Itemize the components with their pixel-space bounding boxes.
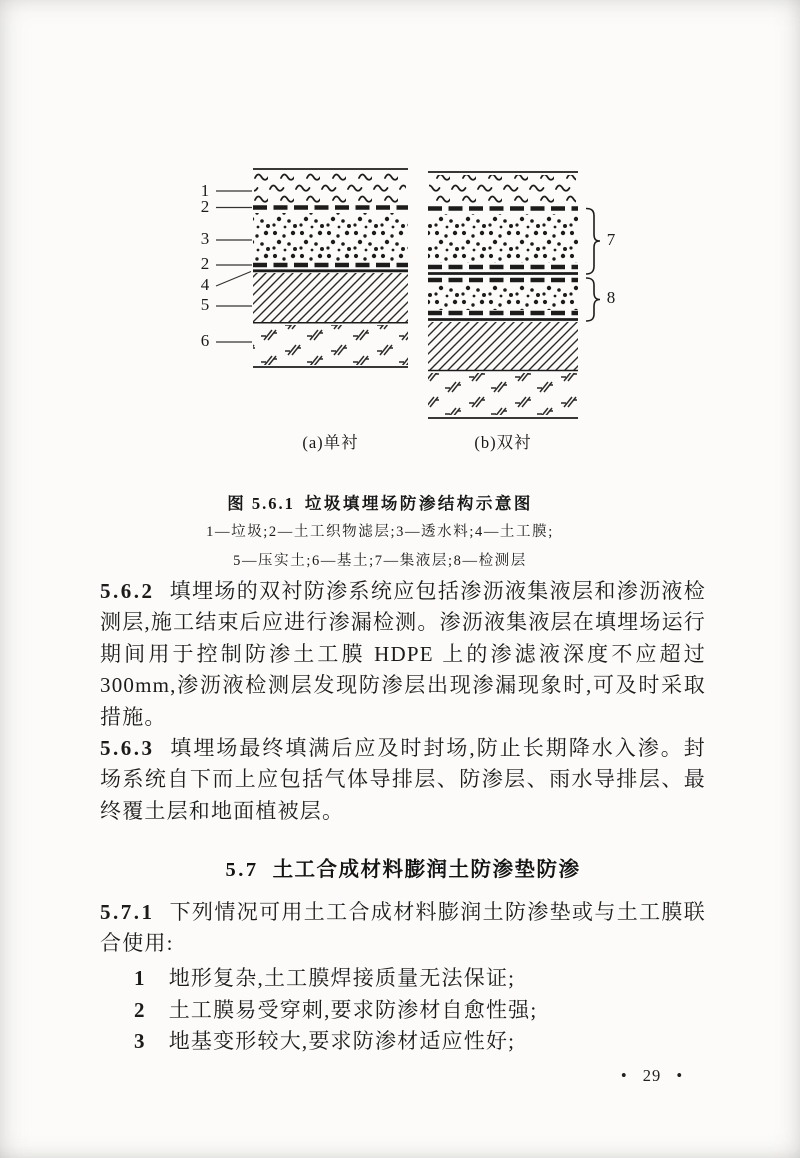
- section-text-5-7-1: 下列情况可用土工合成材料膨润土防渗垫或与土工膜联合使用:: [100, 900, 706, 956]
- list-item-1-number: 1: [134, 966, 146, 990]
- layer-label-5: 5: [200, 295, 210, 314]
- page-number: • 29 •: [620, 1066, 684, 1085]
- paragraph-5-6-3: [100, 733, 706, 827]
- list-item-2-number: 2: [134, 997, 146, 1022]
- section-number-5-6-3: 5.6.3: [100, 736, 155, 760]
- subcaption-double-liner: (b)双衬: [474, 433, 532, 452]
- list-item-3-number: 3: [134, 1029, 146, 1054]
- section-number-5-7-1: 5.7.1: [100, 900, 155, 924]
- section-text-5-6-3: 填埋场最终填满后应及时封场,防止长期降水入渗。封场系统自下而上应包括气体导排层、防渗层、雨水导排层、最终覆土层和地面植被层。: [100, 736, 706, 823]
- figure-5-6-1-diagrams: [190, 160, 630, 465]
- layer-label-2: 2: [200, 197, 210, 216]
- list-item-2-text: 土工膜易受穿刺,要求防渗材自愈性强;: [168, 997, 538, 1022]
- list-5-7-1: [100, 963, 706, 1058]
- layer-compacted-soil-b: [428, 322, 578, 370]
- layer-collection-b: [428, 214, 578, 263]
- layer-waste-b: [429, 175, 576, 206]
- list-item-2: [100, 995, 706, 1027]
- layer-label-4: 4: [200, 275, 210, 294]
- layer-label-3: 3: [200, 229, 210, 248]
- brace-brackets: [586, 209, 600, 322]
- figure-legend-line1: 1—垃圾;2—土工织物滤层;3—透水料;4—土工膜;: [206, 524, 554, 540]
- bracket-label-7: 7: [606, 230, 616, 249]
- section-number-5-6-2: 5.6.2: [100, 579, 155, 603]
- layer-label-6: 6: [200, 331, 210, 350]
- layer-waste-a: [254, 172, 406, 205]
- layer-permeable-a: [253, 213, 408, 262]
- heading-title-5-7: 土工合成材料膨润土防渗垫防渗: [272, 859, 581, 881]
- layer-label-1: 1: [200, 181, 210, 200]
- list-item-1: [100, 963, 706, 995]
- list-item-3: [100, 1026, 706, 1058]
- list-item-3-text: 地基变形较大,要求防渗材适应性好;: [168, 1029, 516, 1054]
- heading-number-5-7: 5.7: [225, 859, 259, 881]
- figure-title: [100, 490, 660, 514]
- diagram-a-single-liner: [216, 169, 408, 367]
- subcaption-single-liner: (a)单衬: [302, 433, 359, 452]
- layer-compacted-soil-a: [253, 273, 408, 322]
- diagram-b-double-liner: [428, 172, 600, 418]
- bracket-label-8: 8: [606, 288, 616, 307]
- landfill-liner-diagram-graphic: [190, 160, 630, 430]
- layer-subgrade-a: [253, 325, 408, 365]
- figure-title-text: 垃圾填埋场防渗结构示意图: [304, 494, 533, 513]
- layer-detection-b: [428, 285, 578, 310]
- figure-legend-line2: 5—压实土;6—基土;7—集液层;8—检测层: [233, 553, 527, 569]
- bracket-detection-layer: [586, 278, 600, 321]
- layer-subgrade-b: [428, 373, 578, 415]
- figure-number: 图 5.6.1: [227, 494, 295, 513]
- section-text-5-6-2: 填埋场的双衬防渗系统应包括渗沥液集液层和渗沥液检测层,施工结束后应进行渗漏检测。渗沥液集液层在填埋场运行期间用于控制防渗土工膜 HDPE 上的渗滤液深度不应超过300mm,渗沥液检测层发现防渗层出现渗漏现象时,可及时采取措施。: [100, 579, 706, 729]
- heading-5-7: [100, 852, 706, 882]
- paragraph-5-6-2: [100, 576, 706, 733]
- layer-label-2b: 2: [200, 254, 210, 273]
- leader-lines-a: [216, 191, 252, 342]
- list-item-1-text: 地形复杂,土工膜焊接质量无法保证;: [168, 966, 516, 990]
- paragraph-5-7-1: [100, 897, 706, 960]
- bracket-collection-layer: [586, 209, 600, 275]
